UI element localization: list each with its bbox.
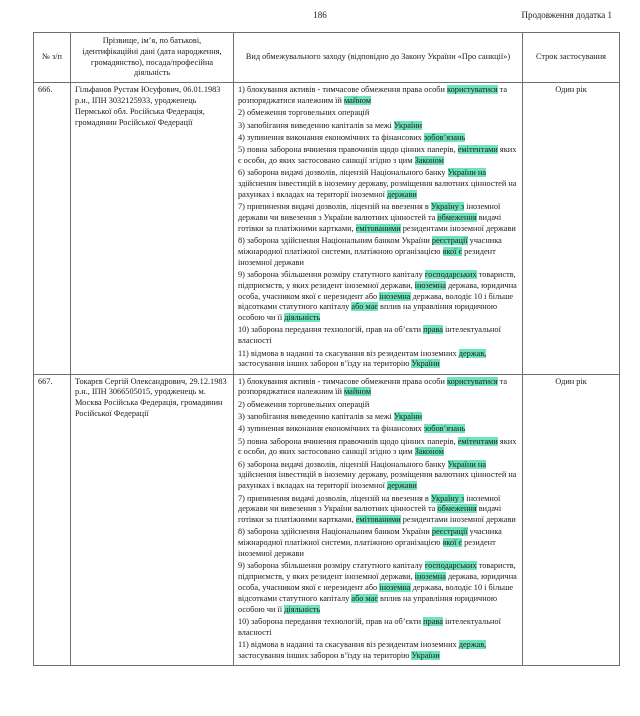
measure-text: 6) заборона видачі дозволів, ліцензій Національного банку bbox=[238, 168, 448, 178]
highlighted-text: емітентами bbox=[457, 145, 498, 155]
highlighted-text: України bbox=[411, 359, 440, 369]
highlighted-text: Україну з bbox=[430, 493, 465, 503]
measure-text: іноземної держави чи вивезення з України валютних цінностей та bbox=[238, 202, 501, 222]
highlighted-text: або має bbox=[351, 593, 378, 603]
measure-item bbox=[238, 437, 518, 459]
measure-item bbox=[238, 494, 518, 526]
highlighted-text: України на bbox=[447, 459, 487, 469]
measure-item bbox=[238, 349, 518, 371]
measure-text: 1) блокування активів - тимчасове обмеження права особи bbox=[238, 376, 448, 386]
measure-text: держава, юридична особа, учасником якої є нерезидент або bbox=[238, 572, 517, 592]
measure-text: 3) запобігання виведенню капіталів за межі bbox=[238, 120, 394, 130]
highlighted-text: України bbox=[411, 650, 440, 660]
table-row bbox=[34, 83, 620, 374]
measure-text: видачі готівки за платіжними картками, bbox=[238, 212, 502, 233]
measure-text: застосування інших заборон в’їзду на територію bbox=[238, 650, 412, 660]
highlighted-text: емітентами bbox=[457, 436, 498, 446]
highlighted-text: держави bbox=[387, 189, 417, 199]
measure-text: 2) обмеження торговельних операцій bbox=[238, 108, 370, 118]
measure-text: здійснення інвестицій в іноземну державу, розміщення валютних цінностей на рахунках і вкладах на території іноземної bbox=[238, 179, 517, 199]
highlighted-text: майном bbox=[343, 387, 371, 397]
entry-number: 666. bbox=[34, 83, 71, 374]
measure-item bbox=[238, 400, 518, 411]
measure-text: резидентами іноземної держави bbox=[400, 223, 516, 233]
measure-item bbox=[238, 85, 518, 107]
highlighted-text: діяльність bbox=[284, 604, 321, 614]
measure-text: здійснення інвестицій в іноземну державу, розміщення валютних цінностей на рахунках і вкладах на території іноземної bbox=[238, 470, 517, 491]
measure-text: вплив на управління юридичною особою чи її bbox=[238, 302, 498, 323]
measure-item bbox=[238, 236, 518, 268]
measure-text: 4) зупинення виконання економічних та фінансових bbox=[238, 132, 424, 142]
highlighted-text: емітованими bbox=[355, 223, 401, 233]
highlighted-text: або має bbox=[351, 302, 378, 312]
measure-item bbox=[238, 270, 518, 324]
highlighted-text: обмеження bbox=[437, 212, 477, 222]
highlighted-text: зобов’язань bbox=[423, 132, 466, 142]
highlighted-text: господарських bbox=[424, 269, 477, 279]
highlighted-text: користуватися bbox=[447, 85, 498, 95]
measure-item bbox=[238, 202, 518, 234]
highlighted-text: держави bbox=[387, 481, 417, 491]
measure-text: 5) повна заборона вчинення правочинів щодо цінних паперів, bbox=[238, 145, 458, 155]
measure-text: 8) заборона здійснення Національним банком України bbox=[238, 236, 432, 246]
measure-text: 4) зупинення виконання економічних та фінансових bbox=[238, 424, 424, 434]
highlighted-text: користуватися bbox=[447, 376, 498, 386]
page-header bbox=[0, 10, 640, 32]
entry-number: 667. bbox=[34, 374, 71, 665]
highlighted-text: якої є bbox=[442, 538, 463, 548]
measure-text: 11) відмова в наданні та скасування віз резидентам іноземних bbox=[238, 348, 459, 358]
highlighted-text: іноземна bbox=[379, 291, 411, 301]
measure-item bbox=[238, 168, 518, 200]
measure-text: товариств, підприємств, у яких резидент іноземної держави, bbox=[238, 269, 516, 290]
measure-text: інтелектуальної власності bbox=[238, 616, 501, 637]
measure-text: видачі готівки за платіжними картками, bbox=[238, 504, 502, 525]
measure-item bbox=[238, 325, 518, 347]
highlighted-text: України bbox=[393, 412, 423, 421]
entry-measures bbox=[234, 83, 523, 374]
highlighted-text: держав, bbox=[458, 639, 487, 649]
measure-text: держава, юридична особа, учасником якої є нерезидент або bbox=[238, 280, 517, 301]
table-body bbox=[34, 83, 620, 666]
header-cell-measure: Вид обмежувального заходу (відповідно до Закону України «Про санкції») bbox=[234, 33, 523, 83]
highlighted-text: діяльність bbox=[284, 313, 321, 323]
measure-text: 11) відмова в наданні та скасування віз резидентам іноземних bbox=[238, 639, 459, 649]
measure-text: та розпоряджатися належним їй bbox=[238, 85, 508, 105]
measure-text: учасника міжнародної платіжної системи, платіжною організацією bbox=[238, 236, 502, 256]
measure-text: інтелектуальної власності bbox=[238, 325, 501, 346]
measure-text: яких є особи, до яких застосовано санкції згідно з цим bbox=[238, 145, 517, 165]
measure-text: 9) заборона збільшення розміру статутного капіталу bbox=[238, 269, 425, 279]
entry-measures bbox=[234, 374, 523, 665]
measure-item bbox=[238, 377, 518, 399]
measure-text: 7) припинення видачі дозволів, ліцензій на ввезення в bbox=[238, 493, 431, 503]
measure-text: 10) заборона передання технологій, прав на об’єкти bbox=[238, 325, 424, 335]
measure-text: учасника міжнародної платіжної системи, платіжною організацією bbox=[238, 527, 502, 548]
measure-item bbox=[238, 424, 518, 435]
measure-text: застосування інших заборон в’їзду на територію bbox=[238, 359, 412, 369]
entry-term: Один рік bbox=[523, 374, 620, 665]
measure-item bbox=[238, 133, 518, 144]
highlighted-text: емітованими bbox=[355, 515, 401, 525]
highlighted-text: іноземна bbox=[414, 280, 446, 290]
measure-item bbox=[238, 412, 518, 423]
measure-item bbox=[238, 617, 518, 639]
highlighted-text: України bbox=[393, 120, 423, 130]
header-row bbox=[34, 33, 620, 83]
highlighted-text: господарських bbox=[424, 561, 477, 571]
measure-text: 3) запобігання виведенню капіталів за межі bbox=[238, 412, 394, 421]
measure-text: резидент іноземної держави bbox=[238, 246, 496, 267]
measure-text: 8) заборона здійснення Національним банком України bbox=[238, 527, 432, 537]
continuation-note: Продовження додатка 1 bbox=[521, 10, 612, 20]
header-cell-person: Прізвище, ім’я, по батькові, ідентифікаційні дані (дата народження, громадянство), посада/професійна діяльність bbox=[71, 33, 234, 83]
measure-text: 6) заборона видачі дозволів, ліцензій Національного банку bbox=[238, 459, 448, 469]
highlighted-text: майном bbox=[343, 95, 371, 105]
measure-item bbox=[238, 640, 518, 662]
measure-text: 9) заборона збільшення розміру статутного капіталу bbox=[238, 561, 425, 571]
measure-text: держава, володіє 10 і більше відсотками статутного капіталу bbox=[238, 582, 514, 603]
measure-text: товариств, підприємств, у яких резидент іноземної держави, bbox=[238, 561, 516, 582]
highlighted-text: реєстрації bbox=[431, 527, 468, 537]
highlighted-text: України на bbox=[447, 168, 487, 178]
measure-text: резидентами іноземної держави bbox=[400, 515, 516, 525]
highlighted-text: іноземна bbox=[414, 572, 446, 582]
sanctions-table bbox=[33, 32, 620, 666]
measure-text: вплив на управління юридичною особою чи її bbox=[238, 593, 498, 614]
highlighted-text: якої є bbox=[442, 246, 463, 256]
measure-text: 7) припинення видачі дозволів, ліцензій на ввезення в bbox=[238, 202, 431, 212]
highlighted-text: обмеження bbox=[437, 504, 477, 514]
measure-item bbox=[238, 145, 518, 167]
header-cell-number: № з/п bbox=[34, 33, 71, 83]
highlighted-text: іноземна bbox=[379, 582, 411, 592]
highlighted-text: держав, bbox=[458, 348, 487, 358]
highlighted-text: права bbox=[423, 616, 443, 626]
measure-text: 2) обмеження торговельних операцій bbox=[238, 399, 370, 409]
highlighted-text: Законом bbox=[414, 447, 444, 457]
measure-item bbox=[238, 527, 518, 559]
table-head bbox=[34, 33, 620, 83]
highlighted-text: права bbox=[423, 325, 443, 335]
measure-item bbox=[238, 108, 518, 119]
measure-item bbox=[238, 460, 518, 492]
measure-text: 1) блокування активів - тимчасове обмеження права особи bbox=[238, 85, 448, 95]
highlighted-text: Законом bbox=[414, 155, 444, 165]
entry-person: Гільфанов Рустам Юсуфович, 06.01.1983 р.н., ІПН 3032125933, уродженець Пермської обл. Російська Федерація, громадянин Російської Федерації bbox=[71, 83, 234, 374]
measure-text: 5) повна заборона вчинення правочинів щодо цінних паперів, bbox=[238, 436, 458, 446]
table-row bbox=[34, 374, 620, 665]
measure-text: яких є особи, до яких застосовано санкції згідно з цим bbox=[238, 436, 517, 457]
entry-term: Один рік bbox=[523, 83, 620, 374]
measure-text: 10) заборона передання технологій, прав на об’єкти bbox=[238, 616, 424, 626]
highlighted-text: зобов’язань bbox=[423, 424, 466, 434]
highlighted-text: реєстрації bbox=[431, 236, 468, 246]
measure-item bbox=[238, 121, 518, 132]
page-number: 186 bbox=[313, 10, 327, 20]
measure-text: іноземної держави чи вивезення з України валютних цінностей та bbox=[238, 493, 501, 514]
measure-text: та розпоряджатися належним їй bbox=[238, 376, 508, 397]
measure-item bbox=[238, 561, 518, 615]
highlighted-text: Україну з bbox=[430, 202, 465, 212]
entry-person: Токарєв Сергій Олександрович, 29.12.1983 р.н., ІПН 3066505015, уродженець м. Москва Російська Федерація, громадянин Російської Федерації bbox=[71, 374, 234, 665]
measure-text: держава, володіє 10 і більше відсотками статутного капіталу bbox=[238, 291, 514, 312]
header-cell-term: Строк застосування bbox=[523, 33, 620, 83]
measure-text: резидент іноземної держави bbox=[238, 538, 496, 559]
